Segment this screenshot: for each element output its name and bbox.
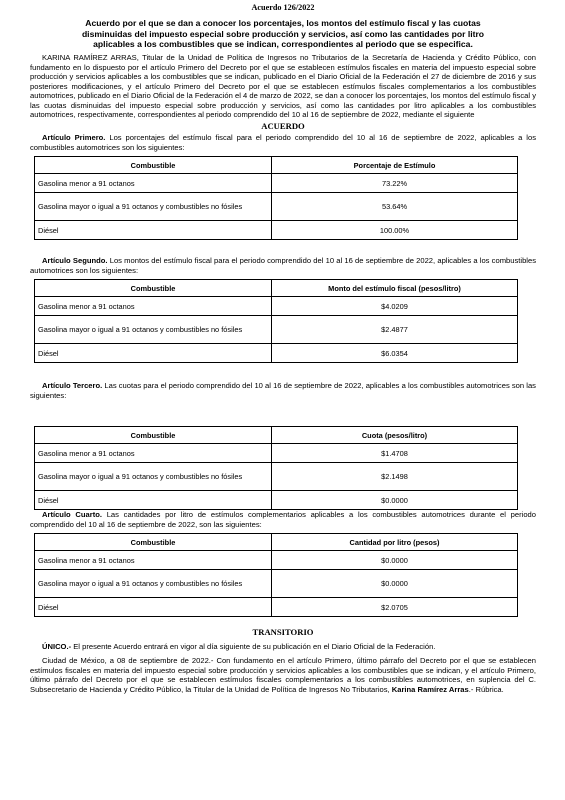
fuel-cell: Gasolina mayor o igual a 91 octanos y combustibles no fósiles — [35, 570, 272, 598]
column-header: Combustible — [35, 534, 272, 551]
column-header: Porcentaje de Estímulo — [272, 157, 518, 174]
article-paragraph — [30, 256, 536, 275]
fuel-cell: Diésel — [35, 221, 272, 240]
value-cell: 100.00% — [272, 221, 518, 240]
acuerdo-heading: ACUERDO — [261, 120, 305, 131]
fuel-cell: Gasolina mayor o igual a 91 octanos y combustibles no fósiles — [35, 463, 272, 491]
unico-text: El presente Acuerdo entrará en vigor al día siguiente de su publicación en el Diario Oficial de la Federación. — [73, 641, 436, 651]
value-cell: $2.4877 — [272, 316, 518, 344]
value-cell: $2.1498 — [272, 463, 518, 491]
agreement-number: Acuerdo 126/2022 — [251, 3, 315, 12]
closing-paragraph — [30, 656, 536, 694]
table-row — [35, 491, 518, 510]
data-table — [34, 156, 518, 240]
article-text: Los porcentajes del estímulo fiscal para el periodo comprendido del 10 al 16 de septiembre de 2022, aplicables a los combustibles automotrices son los siguientes: — [30, 133, 536, 152]
value-cell: $6.0354 — [272, 344, 518, 363]
value-cell: $0.0000 — [272, 551, 518, 570]
column-header: Combustible — [35, 157, 272, 174]
value-cell: $0.0000 — [272, 570, 518, 598]
value-cell: $1.4708 — [272, 444, 518, 463]
table-row — [35, 174, 518, 193]
article-label: Artículo Primero. — [42, 133, 106, 143]
fuel-cell: Gasolina mayor o igual a 91 octanos y combustibles no fósiles — [35, 193, 272, 221]
table-row — [35, 551, 518, 570]
data-table — [34, 279, 518, 363]
table-row — [35, 193, 518, 221]
column-header: Monto del estímulo fiscal (pesos/litro) — [272, 280, 518, 297]
article-text: Las cantidades por litro de estímulos complementarios aplicables a los combustibles automotrices durante el periodo comprendido del 10 al 16 de septiembre de 2022, son las siguientes: — [30, 510, 536, 529]
fuel-cell: Diésel — [35, 491, 272, 510]
table-row — [35, 221, 518, 240]
fuel-cell: Gasolina mayor o igual a 91 octanos y combustibles no fósiles — [35, 316, 272, 344]
unico-label: ÚNICO.- — [42, 641, 72, 651]
fuel-cell: Diésel — [35, 598, 272, 617]
article-paragraph — [30, 381, 536, 400]
unico-paragraph — [30, 642, 536, 651]
table-row — [35, 598, 518, 617]
table-row — [35, 444, 518, 463]
fuel-cell: Gasolina menor a 91 octanos — [35, 174, 272, 193]
data-table — [34, 533, 518, 617]
fuel-cell: Gasolina menor a 91 octanos — [35, 444, 272, 463]
intro-paragraph: KARINA RAMÍREZ ARRAS, Titular de la Unidad de Política de Ingresos no Tributarios de la Secretaría de Hacienda y Crédito Público, con fundamento en lo dispuesto por el artículo Primero del Decreto por el que se establecen estímulos fiscales en materia del impuesto especial sobre producción y servicios aplicables a los combustibles que se indican, publicado en el Diario Oficial de la Federación el 27 de diciembre de 2016 y sus posteriores modificaciones, y el artículo Primero del Decreto por el que se establecen estímulos fiscales complementarios a los combustibles automotrices, publicado en el Diario Oficial de la Federación el 4 de marzo de 2022, se dan a conocer los porcentajes, los montos del estímulo fiscal y las cuotas disminuidas del impuesto especial sobre producción y servicios, así como las cantidades por litro aplicables a los combustibles automotrices, respectivamente, correspondientes al periodo comprendido del 10 al 16 de septiembre de 2022, mediante el siguiente — [30, 53, 536, 120]
column-header: Cantidad por litro (pesos) — [272, 534, 518, 551]
table-row — [35, 463, 518, 491]
value-cell: 53.64% — [272, 193, 518, 221]
transitorio-heading: TRANSITORIO — [252, 627, 314, 638]
data-table — [34, 426, 518, 510]
column-header: Cuota (pesos/litro) — [272, 427, 518, 444]
article-paragraph — [30, 510, 536, 529]
value-cell: $4.0209 — [272, 297, 518, 316]
value-cell: $2.0705 — [272, 598, 518, 617]
fuel-cell: Gasolina menor a 91 octanos — [35, 297, 272, 316]
column-header: Combustible — [35, 280, 272, 297]
signer-name: Karina Ramírez Arras — [391, 684, 469, 694]
value-cell: $0.0000 — [272, 491, 518, 510]
article-text: Las cuotas para el periodo comprendido del 10 al 16 de septiembre de 2022, aplicables a los combustibles automotrices son las siguientes: — [30, 381, 536, 400]
value-cell: 73.22% — [272, 174, 518, 193]
table-row — [35, 316, 518, 344]
fuel-cell: Diésel — [35, 344, 272, 363]
article-label: Artículo Tercero. — [42, 381, 103, 391]
table-row — [35, 297, 518, 316]
document-page — [30, 3, 536, 694]
article-text: Los montos del estímulo fiscal para el periodo comprendido del 10 al 16 de septiembre de 2022, aplicables a los combustibles automotrices son los siguientes: — [30, 256, 536, 275]
fuel-cell: Gasolina menor a 91 octanos — [35, 551, 272, 570]
article-label: Artículo Cuarto. — [42, 510, 102, 520]
column-header: Combustible — [35, 427, 272, 444]
closing-suffix: .- Rúbrica. — [468, 684, 504, 694]
agreement-title: Acuerdo por el que se dan a conocer los porcentajes, los montos del estímulo fiscal y las cuotas disminuidas del impuesto especial sobre producción y servicios, así como las cantidades por litro aplicables a los combustibles que se indican, correspondientes al periodo que se especifica. — [81, 18, 485, 49]
article-paragraph — [30, 133, 536, 152]
table-row — [35, 344, 518, 363]
table-row — [35, 570, 518, 598]
closing-text: Ciudad de México, a 08 de septiembre de 2022.- Con fundamento en el artículo Primero, último párrafo del Decreto por el que se establecen estímulos fiscales en materia del impuesto especial sobre producción y servicios aplicables a los combustibles que se indican, y el artículo Primero, último párrafo del Decreto por el que se establecen estímulos fiscales complementarios a los combustibles automotrices, en suplencia del C. Subsecretario de Hacienda y Crédito Público, la Titular de la Unidad de Política de Ingresos No Tributarios, — [30, 656, 536, 694]
article-label: Artículo Segundo. — [42, 256, 108, 266]
